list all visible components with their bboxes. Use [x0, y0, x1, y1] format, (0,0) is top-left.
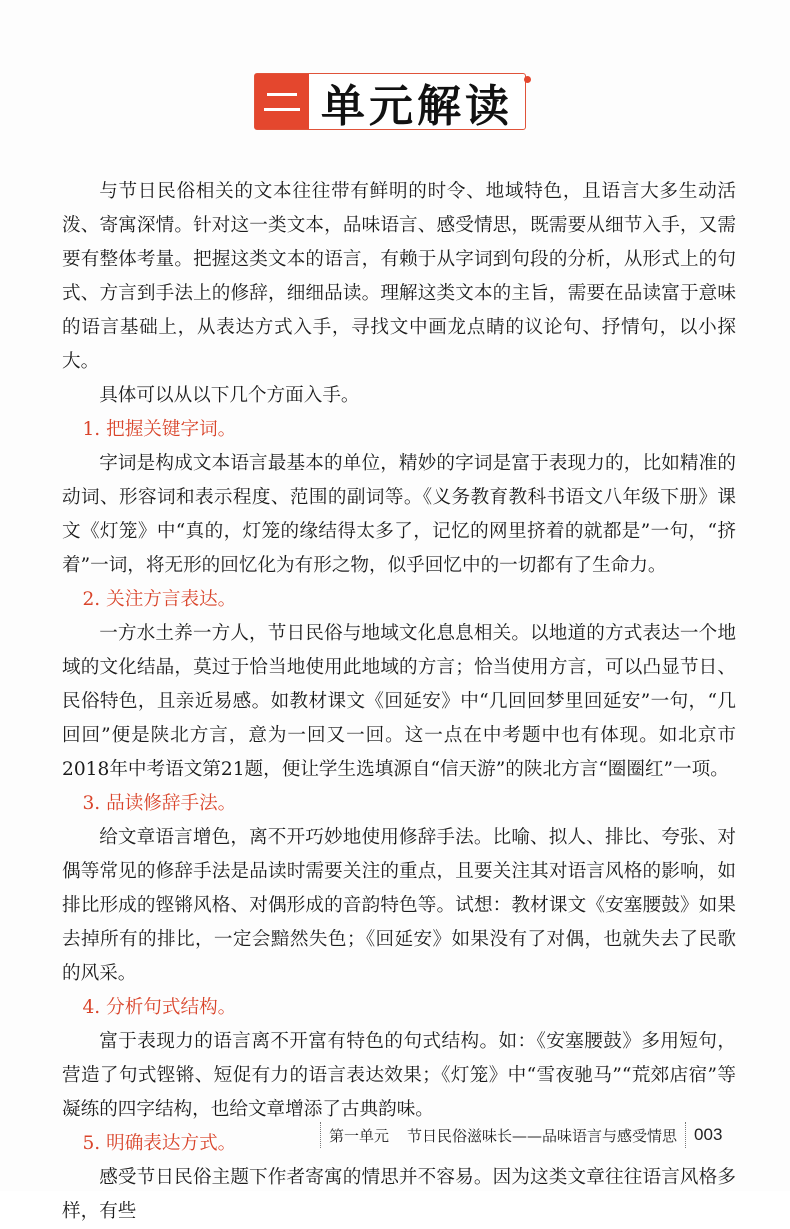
section-heading: 1. 把握关键字词。 [82, 419, 237, 440]
intro-paragraph: 具体可以从以下几个方面入手。 [99, 385, 360, 406]
section-number-badge [255, 74, 309, 129]
section-heading: 2. 关注方言表达。 [82, 589, 237, 610]
section-heading: 5. 明确表达方式。 [82, 1133, 237, 1154]
section-heading: 4. 分析句式结构。 [82, 997, 237, 1018]
section-paragraph: 富于表现力的语言离不开富有特色的句式结构。如：《安塞腰鼓》多用短句，营造了句式铿锵、短促有力的语言表达效果；《灯笼》中“雪夜驰马”“荒郊店宿”等凝练的四字结构，也给文章增添了古典韵味。 [62, 1031, 736, 1120]
decorative-dot-icon [524, 76, 531, 83]
section-paragraph: 感受节日民俗主题下作者寄寓的情思并不容易。因为这类文章往往语言风格多样，有些 [62, 1167, 736, 1222]
divider [685, 1122, 686, 1148]
section-paragraph: 给文章语言增色，离不开巧妙地使用修辞手法。比喻、拟人、排比、夸张、对偶等常见的修辞手法是品读时需要关注的重点，且要关注其对语言风格的影响，如排比形成的铿锵风格、对偶形成的音韵特色等。试想：教材课文《安塞腰鼓》如果去掉所有的排比，一定会黯然失色；《回延安》如果没有了对偶，也就失去了民歌的风采。 [62, 827, 736, 984]
body-text [62, 175, 736, 1229]
intro-paragraph: 与节日民俗相关的文本往往带有鲜明的时令、地域特色，且语言大多生动活泼、寄寓深情。针对这一类文本，品味语言、感受情思，既需要从细节入手，又需要有整体考量。把握这类文本的语言，有赖于从字词到句段的分析，从形式上的句式、方言到手法上的修辞，细细品读。理解这类文本的主旨，需要在品读富于意味的语言基础上，从表达方式入手，寻找文中画龙点睛的议论句、抒情句，以小探大。 [62, 181, 736, 372]
section-paragraph: 一方水土养一方人，节日民俗与地域文化息息相关。以地道的方式表达一个地域的文化结晶，莫过于恰当地使用此地域的方言；恰当使用方言，可以凸显节日、民俗特色，且亲近易感。如教材课文《回延安》中“几回回梦里回延安”一句，“几回回”便是陕北方言，意为一回又一回。这一点在中考题中也有体现。如北京市2018年中考语文第21题，便让学生选填源自“信天游”的陕北方言“圈圈红”一项。 [62, 623, 736, 780]
section-title: 单元解读 [321, 80, 513, 132]
section-paragraph: 字词是构成文本语言最基本的单位，精妙的字词是富于表现力的，比如精准的动词、形容词和表示程度、范围的副词等。《义务教育教科书语文八年级下册》课文《灯笼》中“真的，灯笼的缘结得太多了，记忆的网里挤着的就都是”一句，“挤着”一词，将无形的回忆化为有形之物，似乎回忆中的一切都有了生命力。 [62, 453, 736, 576]
page-footer [312, 1120, 722, 1150]
section-heading: 3. 品读修辞手法。 [82, 793, 237, 814]
divider [320, 1122, 321, 1148]
page-number: 003 [694, 1125, 723, 1144]
section-banner [254, 73, 526, 130]
footer-topic: 节日民俗滋味长——品味语言与感受情思 [407, 1126, 678, 1145]
footer-unit: 第一单元 [329, 1126, 390, 1145]
